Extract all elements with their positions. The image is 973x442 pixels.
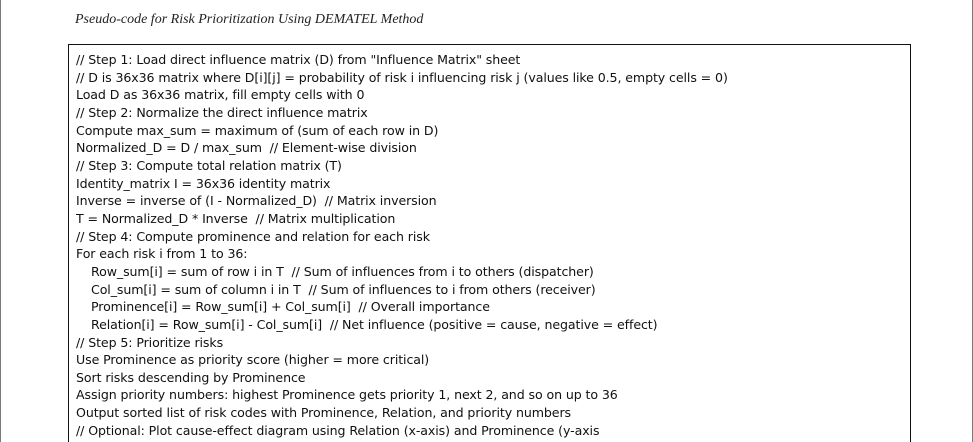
code-line-9: Inverse = inverse of (I - Normalized_D) // Matrix inversion	[76, 193, 437, 209]
code-line-19: Sort risks descending by Prominence	[76, 369, 306, 385]
code-line-3: Load D as 36x36 matrix, fill empty cells with 0	[76, 87, 365, 103]
code-line-10: T = Normalized_D * Inverse // Matrix multiplication	[76, 210, 396, 226]
figure-caption: Pseudo-code for Risk Prioritization Using DEMATEL Method	[75, 12, 424, 27]
code-line-21: Output sorted list of risk codes with Prominence, Relation, and priority numbers	[76, 405, 571, 421]
code-line-5: Compute max_sum = maximum of (sum of each row in D)	[76, 122, 439, 138]
code-line-7: // Step 3: Compute total relation matrix (T)	[76, 157, 342, 173]
code-line-11: // Step 4: Compute prominence and relation for each risk	[76, 228, 430, 244]
code-line-14: Col_sum[i] = sum of column i in T // Sum of influences to i from others (receiver)	[91, 281, 596, 297]
code-line-4: // Step 2: Normalize the direct influence matrix	[76, 104, 368, 120]
code-line-2: // D is 36x36 matrix where D[i][j] = probability of risk i influencing risk j (values like 0.5, empty cells = 0)	[76, 69, 728, 85]
code-line-8: Identity_matrix I = 36x36 identity matrix	[76, 175, 331, 191]
code-line-20: Assign priority numbers: highest Prominence gets priority 1, next 2, and so on up to 36	[76, 387, 618, 403]
code-line-18: Use Prominence as priority score (higher = more critical)	[76, 352, 430, 368]
pseudo-code-box	[68, 44, 911, 442]
code-line-15: Prominence[i] = Row_sum[i] + Col_sum[i] // Overall importance	[91, 299, 490, 315]
code-line-13: Row_sum[i] = sum of row i in T // Sum of influences from i to others (dispatcher)	[91, 263, 594, 279]
code-line-17: // Step 5: Prioritize risks	[76, 334, 224, 350]
code-line-22: // Optional: Plot cause-effect diagram using Relation (x-axis) and Prominence (y-axis	[76, 422, 600, 438]
code-line-16: Relation[i] = Row_sum[i] - Col_sum[i] // Net influence (positive = cause, negative = effect)	[91, 316, 658, 332]
code-line-6: Normalized_D = D / max_sum // Element-wise division	[76, 140, 417, 156]
code-line-12: For each risk i from 1 to 36:	[76, 246, 248, 262]
code-line-1: // Step 1: Load direct influence matrix (D) from "Influence Matrix" sheet	[76, 52, 521, 67]
